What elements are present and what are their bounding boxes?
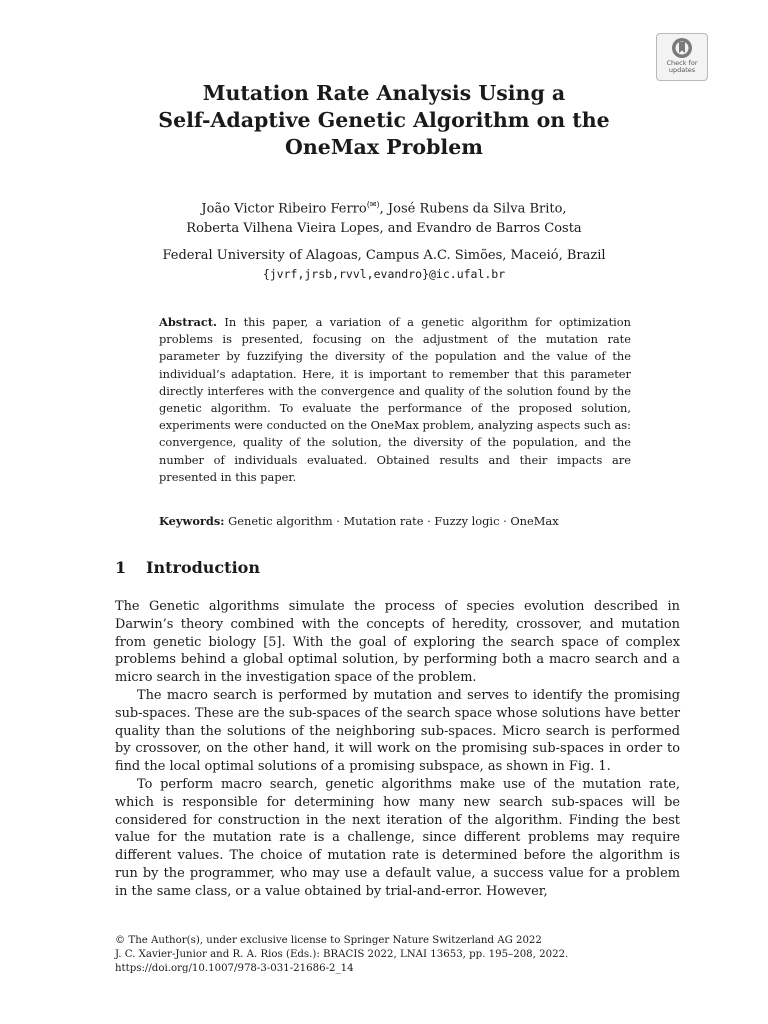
abstract-label: Abstract. [159,315,218,329]
bookmark-icon [671,37,693,59]
doi-link[interactable]: https://doi.org/10.1007/978-3-031-21686-2_14 [115,963,354,974]
abstract-text: In this paper, a variation of a genetic algorithm for optimization problems is presented, focusing on the adjustment of the mutation rate parameter by fuzzifying the diversity of the population and the value of the individual’s adaptation. Here, it is important to remember that this parameter directly interferes with the convergence and quality of the solution found by the genetic algorithm. To evaluate the performance of the proposed solution, experiments were conducted on the OneMax problem, analyzing aspects such as: convergence, quality of the solution, the diversity of the population, and the number of individuals evaluated. Obtained results and their impacts are presented in this paper. [159,315,632,484]
envelope-icon[interactable]: (✉) [366,200,380,209]
paragraph: To perform macro search, genetic algorithms make use of the mutation rate, which is responsible for determining how many new search sub-spaces will be considered for construction in the next iteration of the algorithm. Finding the best value for the mutation rate is a challenge, since different problems may require different values. The choice of mutation rate is determined before the algorithm is run by the programmer, who may use a default value, a success value for a problem in the same class, or a value obtained by trial-and-error. However, [115,776,680,899]
keywords-label: Keywords: [159,514,225,528]
footer [115,934,680,976]
affiliation: Federal University of Alagoas, Campus A.C. Simões, Maceió, Brazil {jvrf,jrsb,rvvl,evandro}@ic.ufal.br [100,247,668,283]
paragraph: The Genetic algorithms simulate the process of species evolution described in Darwin’s theory combined with the concepts of heredity, crossover, and mutation from genetic biology [5]. With the goal of exploring the search space of complex problems behind a global optimal solution, by performing both a macro search and a micro search in the investigation space of the problem. [115,599,680,686]
paper-title: Mutation Rate Analysis Using a Self-Adaptive Genetic Algorithm on the OneMax Problem [158,81,610,159]
author-name: , José Rubens da Silva Brito, [379,201,567,217]
abstract [159,314,631,486]
body-text [115,598,680,901]
copyright-line: © The Author(s), under exclusive license to Springer Nature Switzerland AG 2022 [115,935,542,946]
check-for-updates-badge[interactable] [656,33,708,81]
author-name: João Victor Ribeiro Ferro [201,201,367,217]
author-emails[interactable]: {jvrf,jrsb,rvvl,evandro}@ic.ufal.br [262,267,506,281]
citation-line: J. C. Xavier-Junior and R. A. Rios (Eds.): BRACIS 2022, LNAI 13653, pp. 195–208, 2022. [115,949,569,960]
paragraph: The macro search is performed by mutation and serves to identify the promising sub-spaces. These are the sub-spaces of the search space whose solutions have better quality than the solutions of the neighboring sub-spaces. Micro search is performed by crossover, on the other hand, it will work on the promising sub-spaces in order to find the local optimal solutions of a promising subspace, as shown in Fig. 1. [115,687,680,775]
keywords-text: Genetic algorithm · Mutation rate · Fuzzy logic · OneMax [228,514,559,528]
author-name: Roberta Vilhena Vieira Lopes, and Evandro de Barros Costa [186,221,582,237]
section-heading [115,558,260,577]
section-title: Introduction [146,558,260,577]
badge-label: Check for updates [666,59,698,74]
author-list [100,195,668,239]
keywords [159,513,639,530]
section-number: 1 [115,558,127,577]
